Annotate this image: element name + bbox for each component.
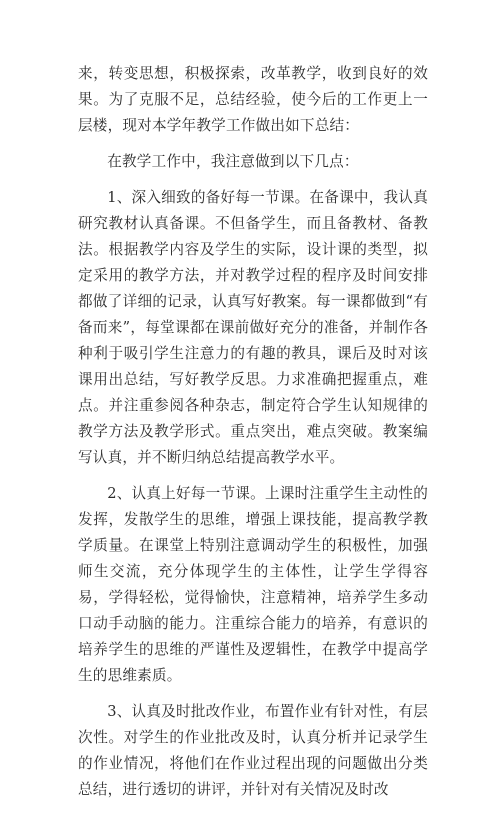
- paragraph-point-1: 1、深入细致的备好每一节课。在备课中，我认真研究教材认真备课。不但备学生，而且备教材、备教法。根据教学内容及学生的实际，设计课的类型，拟定采用的教学方法，并对教学过程的程序及时间安排都做了详细的记录，认真写好教案。每一课都做到“有备而来”，每堂课都在课前做好充分的准备，并制作各种利于吸引学生注意力的有趣的教具，课后及时对该课用出总结，写好教学反思。力求准确把握重点，难点。并注重参阅各种杂志，制定符合学生认知规律的教学方法及教学形式。重点突出，难点突破。教案编写认真，并不断归纳总结提高教学水平。: [78, 189, 428, 466]
- document-body: [78, 61, 428, 813]
- paragraph-point-3: 3、认真及时批改作业，布置作业有针对性，有层次性。对学生的作业批改及时，认真分析并记录学生的作业情况，将他们在作业过程出现的问题做出分类总结，进行透切的讲评，并针对有关情况及时改: [78, 703, 428, 798]
- paragraph-continuation: 来，转变思想，积极探索，改革教学，收到良好的效果。为了克服不足，总结经验，使今后的工作更上一层楼，现对本学年教学工作做出如下总结：: [78, 65, 428, 134]
- paragraph-point-2: 2、认真上好每一节课。上课时注重学生主动性的发挥，发散学生的思维，增强上课技能，提高教学教学质量。在课堂上特别注意调动学生的积极性，加强师生交流，充分体现学生的主体性，让学生学得容易，学得轻松，觉得愉快，注意精神，培养学生多动口动手动脑的能力。注重综合能力的培养，有意识的培养学生的思维的严谨性及逻辑性，在教学中提高学生的思维素质。: [78, 485, 428, 684]
- paragraph-intro: 在教学工作中，我注意做到以下几点：: [107, 153, 359, 170]
